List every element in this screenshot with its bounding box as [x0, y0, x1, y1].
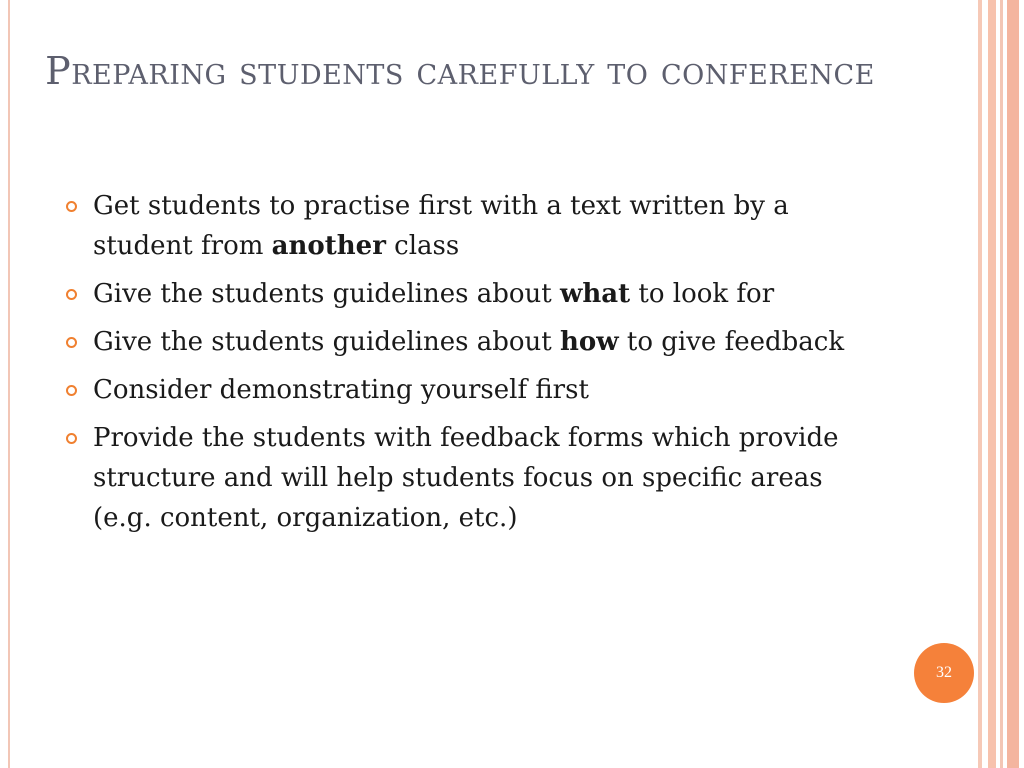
bullet-text: class: [385, 231, 460, 261]
bullet-text: to give feedback: [618, 327, 845, 357]
right-decorative-stripes: [978, 0, 1024, 768]
stripe: [1007, 0, 1019, 768]
bullet-text: Consider demonstrating yourself first: [93, 375, 589, 405]
bullet-text: Give the students guidelines about: [93, 327, 560, 357]
bullet-item: [64, 418, 884, 538]
ring-bullet-icon: [66, 289, 77, 300]
ring-bullet-icon: [66, 385, 77, 396]
bullet-item: [64, 370, 884, 410]
bullet-item: [64, 274, 884, 314]
bullet-item: [64, 322, 884, 362]
page-number-badge: 32: [914, 643, 974, 703]
ring-bullet-icon: [66, 337, 77, 348]
bullet-text: to look for: [630, 279, 775, 309]
stripe: [988, 0, 996, 768]
stripe: [1000, 0, 1003, 768]
bullet-text: Give the students guidelines about: [93, 279, 560, 309]
bullet-text: Get students to practise first with a text written by a student from: [93, 191, 789, 261]
ring-bullet-icon: [66, 201, 77, 212]
bullet-emphasis: how: [560, 327, 619, 357]
left-border-rule: [8, 0, 10, 768]
bullet-emphasis: what: [560, 279, 631, 309]
bullet-list: [64, 186, 884, 546]
slide-title: Preparing students carefully to conference: [45, 49, 875, 93]
bullet-item: [64, 186, 884, 266]
bullet-emphasis: another: [271, 231, 386, 261]
bullet-text: Provide the students with feedback forms which provide structure and will help students focus on specific areas (e.g. content, organization, etc.): [93, 423, 839, 533]
stripe: [978, 0, 982, 768]
ring-bullet-icon: [66, 433, 77, 444]
